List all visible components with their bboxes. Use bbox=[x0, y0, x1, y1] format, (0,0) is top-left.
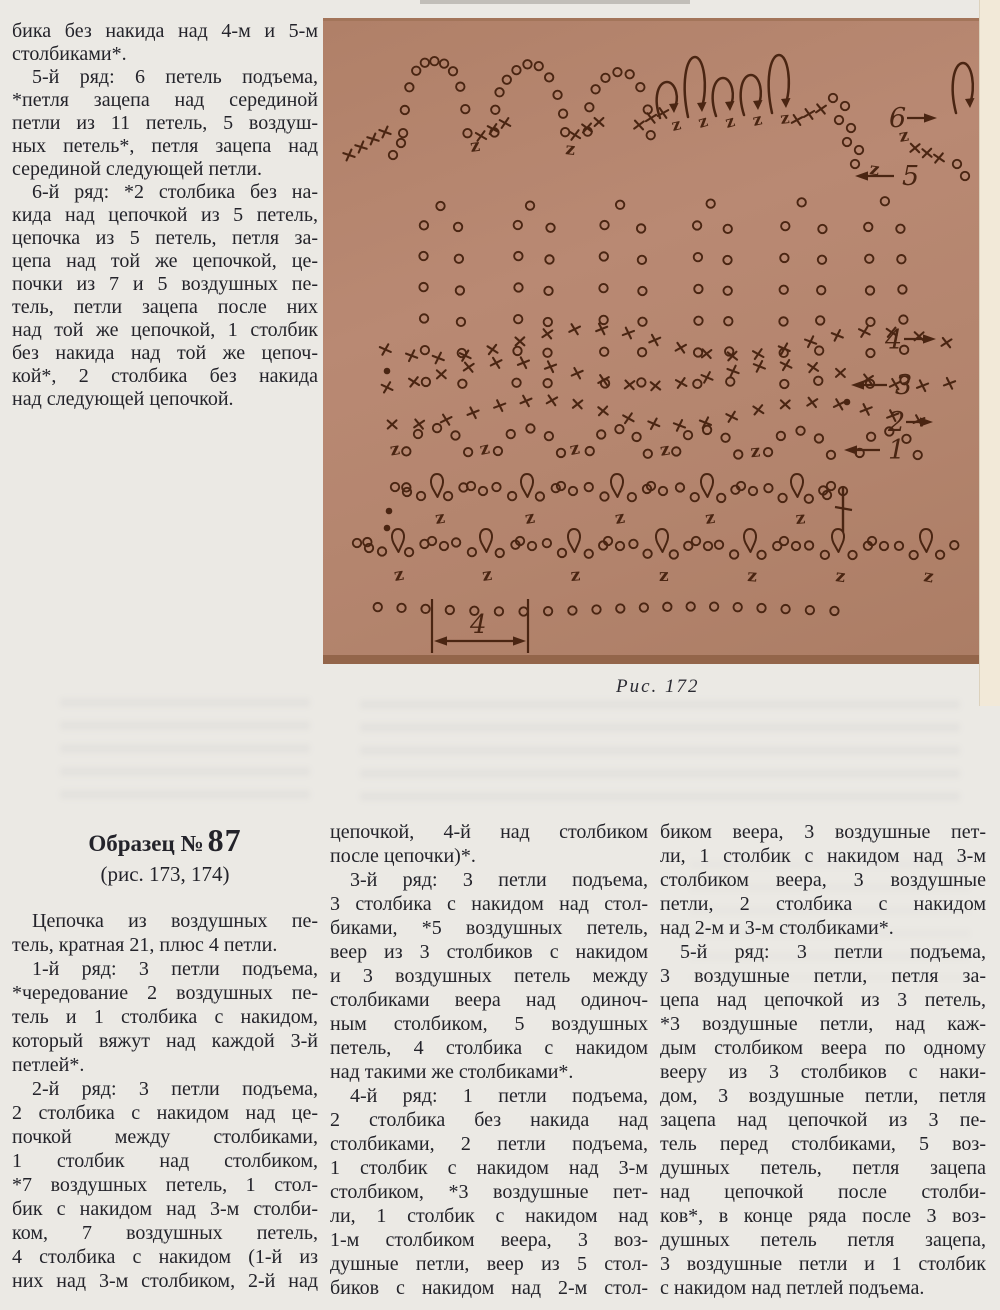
text-line: 1 столбик с накидом над 3-м bbox=[330, 1157, 648, 1179]
text-line: кида над цепочкой из 5 петель, bbox=[12, 204, 318, 226]
svg-text:z: z bbox=[433, 507, 447, 529]
text-line: 2 столбика с накидом над це- bbox=[12, 1102, 318, 1124]
text-line: 1-м столбиком веера, 3 воз- bbox=[330, 1229, 648, 1251]
text-line: душных петель, петля зацепа bbox=[660, 1157, 986, 1179]
text-line: *чередование 2 воздушных пе- bbox=[12, 982, 318, 1004]
sample-subtitle: (рис. 173, 174) bbox=[100, 862, 230, 886]
column-1-text bbox=[12, 909, 318, 1293]
scan-artifact bbox=[420, 0, 690, 4]
text-line: ком, 7 воздушных петель, bbox=[12, 1222, 318, 1244]
sample-heading bbox=[12, 822, 318, 887]
svg-text:z: z bbox=[564, 139, 577, 160]
text-line: над 2-м и 3-м столбиками*. bbox=[660, 917, 894, 939]
svg-text:z: z bbox=[779, 107, 791, 128]
sample-title-number: 87 bbox=[207, 822, 242, 858]
chart-row-number: 1 bbox=[888, 435, 906, 466]
text-line: тель, петли зацепа после них bbox=[12, 296, 318, 318]
text-line: ным столбиком, 5 воздушных bbox=[330, 1013, 648, 1035]
text-line: *петля зацепа над серединой bbox=[12, 89, 318, 111]
text-line: 3-й ряд: 3 петли подъема, bbox=[350, 869, 648, 891]
text-line: цепа над той же цепочкой, це- bbox=[12, 250, 318, 272]
top-left-text-column bbox=[12, 20, 318, 411]
text-line: столбиками, 2 петли подъема, bbox=[330, 1133, 648, 1155]
text-line: них над 3-м столбиком, 2-й над bbox=[12, 1270, 318, 1292]
chart-row-number: 3 bbox=[895, 370, 913, 401]
text-line: цепочкой, 4-й над столбиком bbox=[330, 821, 648, 843]
svg-text:z: z bbox=[922, 566, 935, 588]
paragraph bbox=[12, 909, 318, 957]
svg-text:z: z bbox=[897, 125, 911, 147]
text-line: 6-й ряд: *2 столбика без на- bbox=[32, 181, 318, 203]
text-line: душные петли, веер из 5 стол- bbox=[330, 1253, 648, 1275]
sample-title-prefix: Образец № bbox=[88, 831, 204, 856]
crochet-chart bbox=[323, 21, 979, 655]
text-line: над цепочкой после столби- bbox=[660, 1181, 986, 1203]
text-line: 1-й ряд: 3 петли подъема, bbox=[32, 958, 318, 980]
text-line: который вяжут над каждой 3-й bbox=[12, 1030, 318, 1052]
svg-text:z: z bbox=[613, 507, 627, 529]
text-line: тель перед столбиками, 5 воз- bbox=[660, 1133, 986, 1155]
text-line: столбиком веера, 3 воздушные bbox=[660, 869, 986, 891]
text-line: биков с накидом над 2-м стол- bbox=[330, 1277, 648, 1299]
text-line: ли, 1 столбик с накидом над bbox=[330, 1205, 648, 1227]
bleed-through bbox=[360, 700, 960, 808]
text-line: 2-й ряд: 3 петли подъема, bbox=[32, 1078, 318, 1100]
text-line: петлей*. bbox=[12, 1054, 85, 1076]
text-line: *3 воздушные петли, над каж- bbox=[660, 1013, 986, 1035]
text-line: с накидом над петлей подъема. bbox=[660, 1277, 925, 1299]
paragraph bbox=[12, 1077, 318, 1293]
text-line: петель, 4 столбика с накидом bbox=[330, 1037, 648, 1059]
text-line: 1 столбик над столбиком, bbox=[12, 1150, 318, 1172]
sample-title bbox=[12, 822, 318, 859]
svg-text:z: z bbox=[523, 507, 537, 529]
text-line: над такими же столбиками*. bbox=[330, 1061, 574, 1083]
text-line: столбиками веера над одиноч- bbox=[330, 989, 648, 1011]
svg-text:z: z bbox=[868, 159, 881, 181]
svg-text:z: z bbox=[658, 565, 669, 586]
svg-text:z: z bbox=[388, 439, 402, 461]
text-line: 3 воздушные петли, петля за- bbox=[660, 965, 986, 987]
text-line: почкой между столбиками, bbox=[12, 1126, 318, 1148]
text-line: 3 воздушные петли и 1 столбик bbox=[660, 1253, 986, 1275]
text-column-1 bbox=[12, 822, 318, 1293]
svg-text:z: z bbox=[750, 109, 764, 130]
svg-text:z: z bbox=[392, 564, 406, 586]
figure-caption: Рис. 172 bbox=[616, 676, 700, 697]
svg-text:z: z bbox=[834, 566, 847, 588]
text-line: кой*, 2 столбика без накида bbox=[12, 365, 318, 387]
text-line: биком веера, 3 воздушные пет- bbox=[660, 821, 986, 843]
text-line: 4-й ряд: 1 петли подъема, bbox=[350, 1085, 648, 1107]
paragraph bbox=[12, 181, 318, 411]
paragraph bbox=[12, 957, 318, 1077]
text-line: тель, кратная 21, плюс 4 петли. bbox=[12, 934, 278, 956]
chart-row-number: 6 bbox=[889, 103, 907, 134]
figure-panel bbox=[323, 18, 979, 664]
text-line: Цепочка из воздушных пе- bbox=[32, 910, 318, 932]
svg-text:z: z bbox=[749, 441, 762, 463]
text-line: дым столбиком веера по одному bbox=[660, 1037, 986, 1059]
text-line: ли, 1 столбик с накидом над 3-м bbox=[660, 845, 986, 867]
text-line: цепа над цепочкой из 3 петель, bbox=[660, 989, 986, 1011]
paragraph bbox=[330, 820, 648, 868]
svg-text:z: z bbox=[703, 507, 717, 529]
text-line: 4 столбика с накидом (1-й из bbox=[12, 1246, 318, 1268]
text-line: почки из 7 и 5 воздушных пе- bbox=[12, 273, 318, 295]
text-line: вееру из 3 столбиков с наки- bbox=[660, 1061, 986, 1083]
text-line: 5-й ряд: 3 петли подъема, bbox=[680, 941, 986, 963]
text-line: зацепа над цепочкой из 3 пе- bbox=[660, 1109, 986, 1131]
svg-text:z: z bbox=[746, 566, 758, 587]
text-line: *7 воздушных петель, 1 стол- bbox=[12, 1174, 318, 1196]
svg-text:z: z bbox=[480, 564, 494, 586]
svg-text:z: z bbox=[569, 565, 582, 586]
chart-row-number: 5 bbox=[902, 161, 920, 192]
text-line: столбиками*. bbox=[12, 43, 127, 65]
page-edge-strip bbox=[979, 0, 1000, 706]
text-line: столбиком, *3 воздушные пет- bbox=[330, 1181, 648, 1203]
paragraph bbox=[12, 66, 318, 181]
svg-text:z: z bbox=[794, 508, 807, 529]
text-line: душных петель петля зацепа, bbox=[660, 1229, 986, 1251]
paragraph bbox=[12, 20, 318, 66]
svg-text:z: z bbox=[477, 438, 492, 460]
text-line: над следующей цепочкой. bbox=[12, 388, 234, 410]
text-line: тель и 1 столбика с накидом, bbox=[12, 1006, 318, 1028]
text-line: ков*, в конце ряда после 3 воз- bbox=[660, 1205, 986, 1227]
svg-text:z: z bbox=[468, 135, 482, 157]
text-line: после цепочки)*. bbox=[330, 845, 476, 867]
text-column-2 bbox=[330, 820, 648, 1300]
bleed-through bbox=[60, 698, 310, 802]
paragraph bbox=[660, 820, 986, 940]
paragraph bbox=[330, 1084, 648, 1300]
paragraph bbox=[330, 868, 648, 1084]
text-line: веер из 3 столбиков с накидом bbox=[330, 941, 648, 963]
chart-dimension-label: 4 bbox=[470, 610, 487, 640]
text-line: бик с накидом над 3-м столби- bbox=[12, 1198, 318, 1220]
text-line: без накида над той же цепоч- bbox=[12, 342, 318, 364]
text-line: над той же цепочкой, 1 столбик bbox=[12, 319, 318, 341]
text-line: серединой следующей петли. bbox=[12, 158, 262, 180]
text-line: ных петель*, петля зацепа над bbox=[12, 135, 318, 157]
svg-text:z: z bbox=[669, 114, 683, 135]
text-column-3 bbox=[660, 820, 986, 1300]
svg-text:z: z bbox=[567, 438, 582, 461]
text-line: бика без накида над 4-м и 5-м bbox=[12, 20, 318, 42]
paragraph bbox=[660, 940, 986, 1300]
text-line: петли из 11 петель, 5 воздуш- bbox=[12, 112, 318, 134]
text-line: 5-й ряд: 6 петель подъема, bbox=[32, 66, 318, 88]
text-line: петли, 2 столбика с накидом bbox=[660, 893, 986, 915]
text-line: и 3 воздушных петель между bbox=[330, 965, 648, 987]
chart-row-number: 2 bbox=[888, 407, 906, 438]
svg-text:z: z bbox=[695, 111, 710, 132]
text-line: 3 столбика с накидом над стол- bbox=[330, 893, 648, 915]
text-line: цепочка из 5 петель, петля за- bbox=[12, 227, 318, 249]
chart-row-number: 4 bbox=[885, 325, 903, 356]
svg-text:z: z bbox=[723, 111, 737, 132]
svg-text:z: z bbox=[658, 439, 672, 461]
text-line: биками, *5 воздушных петель, bbox=[330, 917, 648, 939]
text-line: дом, 3 воздушные петли, петля bbox=[660, 1085, 986, 1107]
text-line: 2 столбика без накида над bbox=[330, 1109, 648, 1131]
